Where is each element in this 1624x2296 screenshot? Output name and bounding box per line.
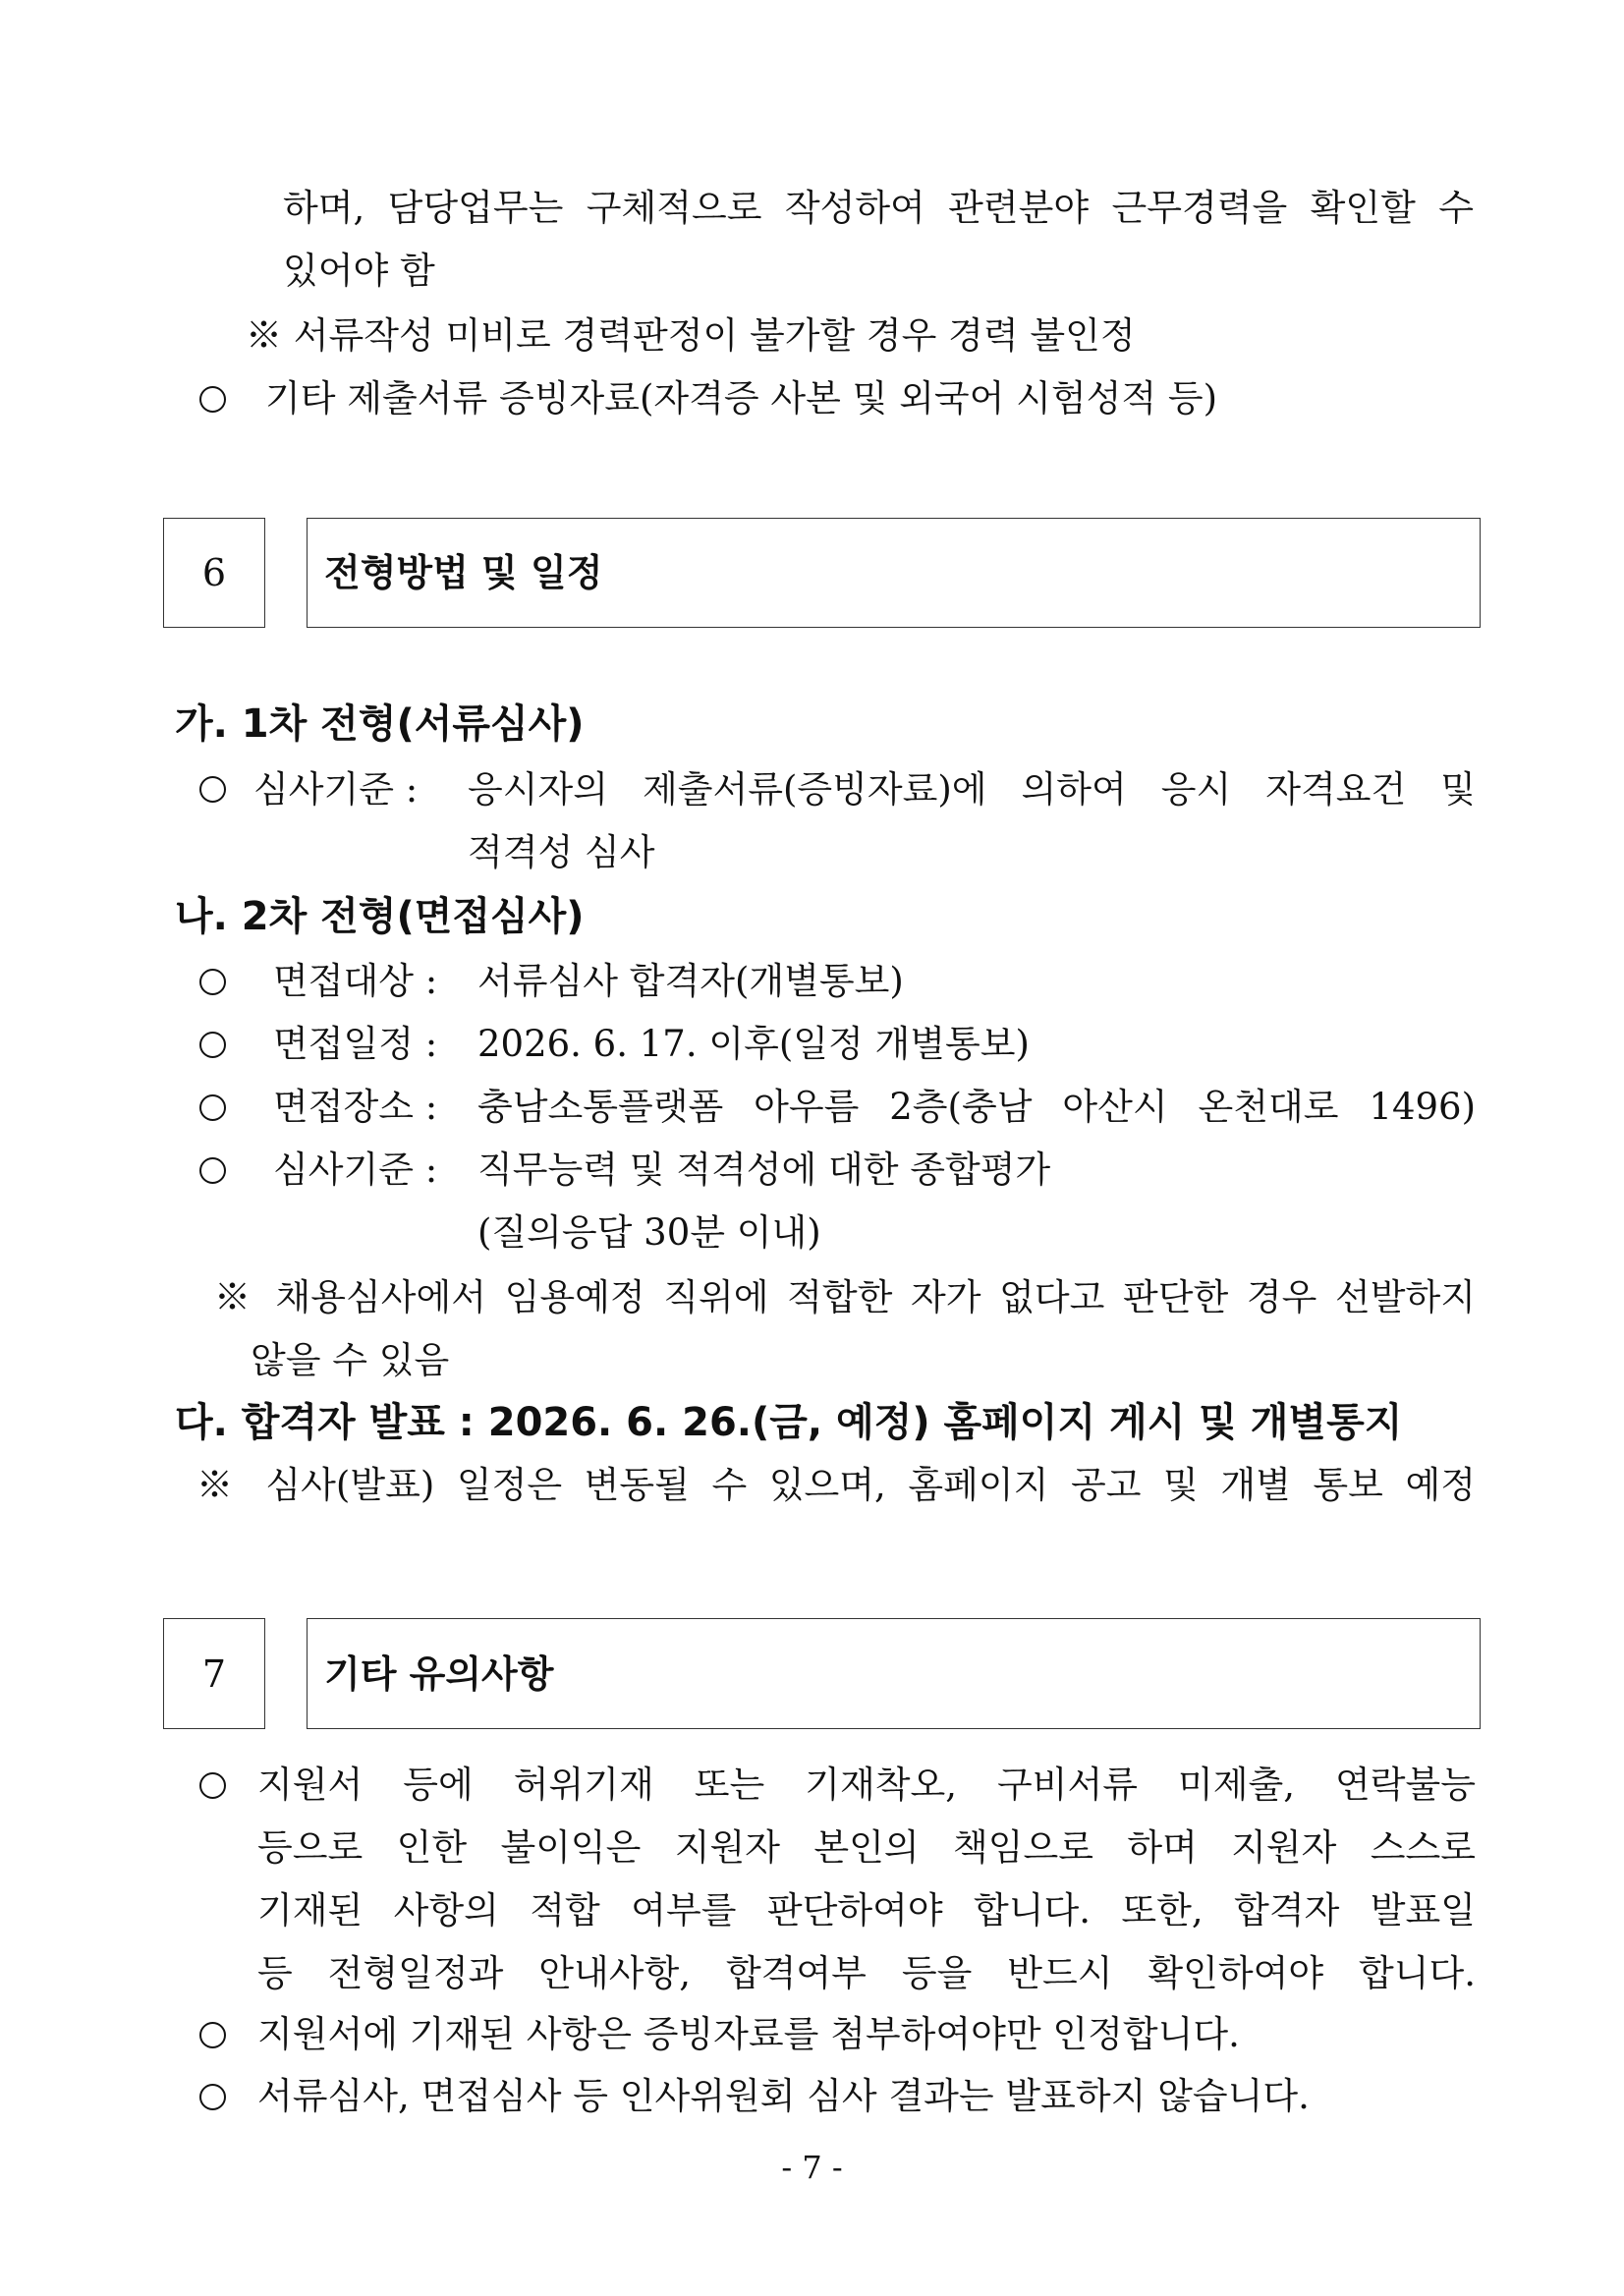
circle-bullet-icon <box>199 1157 226 1184</box>
section-6-title: 전형방법 및 일정 <box>324 551 603 594</box>
section-7-number: 7 <box>201 1652 227 1696</box>
announcement-heading: 다. 합격자 발표 : 2026. 6. 26.(금, 예정) 홈페이지 게시 및 개별통지 <box>175 1400 1403 1445</box>
stage2-note-line-2: 않을 수 있음 <box>251 1339 450 1381</box>
notice-p2: 지원서에 기재된 사항은 증빙자료를 첨부하여야만 인정합니다. <box>257 2013 1240 2055</box>
interview-criteria-cont: (질의응답 30분 이내) <box>477 1211 821 1254</box>
announcement-note: ※ 심사(발표) 일정은 변동될 수 있으며, 홈페이지 공고 및 개별 통보 예정 <box>196 1464 1476 1506</box>
interview-place-text: 충남소통플랫폼 아우름 2층(충남 아산시 온천대로 1496) <box>477 1086 1476 1128</box>
stage1-criteria-cont: 적격성 심사 <box>468 831 655 873</box>
interview-date-label: 면접일정 : <box>273 1023 438 1065</box>
notice-p1-line-1: 지원서 등에 허위기재 또는 기재착오, 구비서류 미제출, 연락불능 <box>257 1764 1476 1806</box>
circle-bullet-icon <box>199 1032 226 1058</box>
stage1-criteria-text: 응시자의 제출서류(증빙자료)에 의하여 응시 자격요건 및 <box>468 768 1476 811</box>
notice-p1-line-4: 등 전형일정과 안내사항, 합격여부 등을 반드시 확인하여야 합니다. <box>257 1952 1476 1994</box>
interview-criteria-label: 심사기준 : <box>273 1148 438 1191</box>
interview-target-label: 면접대상 : <box>273 960 438 1002</box>
notice-p1-line-2: 등으로 인한 불이익은 지원자 본인의 책임으로 하며 지원자 스스로 <box>257 1826 1476 1869</box>
circle-bullet-icon <box>199 776 226 803</box>
stage1-criteria-label: 심사기준 : <box>253 768 419 811</box>
page-number: - 7 - <box>781 2149 843 2186</box>
stage2-heading: 나. 2차 전형(면접심사) <box>175 894 585 939</box>
etc-documents-item: 기타 제출서류 증빙자료(자격증 사본 및 외국어 시험성적 등) <box>265 377 1218 420</box>
interview-place-label: 면접장소 : <box>273 1086 438 1128</box>
stage2-note-line-1: ※ 채용심사에서 임용예정 직위에 적합한 자가 없다고 판단한 경우 선발하지 <box>214 1276 1476 1318</box>
continuation-line-2: 있어야 함 <box>283 250 435 292</box>
stage1-heading: 가. 1차 전형(서류심사) <box>175 701 585 747</box>
section-6-number: 6 <box>201 551 227 594</box>
career-note: ※ 서류작성 미비로 경력판정이 불가할 경우 경력 불인정 <box>246 314 1136 357</box>
circle-bullet-icon <box>199 1772 226 1799</box>
section-7-title: 기타 유의사항 <box>324 1652 554 1696</box>
interview-date-text: 2026. 6. 17. 이후(일정 개별통보) <box>477 1023 1030 1065</box>
notice-p3: 서류심사, 면접심사 등 인사위원회 심사 결과는 발표하지 않습니다. <box>257 2075 1310 2117</box>
notice-p1-line-3: 기재된 사항의 적합 여부를 판단하여야 합니다. 또한, 합격자 발표일 <box>257 1889 1476 1932</box>
interview-criteria-text: 직무능력 및 적격성에 대한 종합평가 <box>477 1148 1051 1191</box>
circle-bullet-icon <box>199 2022 226 2048</box>
circle-bullet-icon <box>199 969 226 995</box>
circle-bullet-icon <box>199 1094 226 1121</box>
circle-bullet-icon <box>199 386 226 413</box>
circle-bullet-icon <box>199 2084 226 2110</box>
interview-target-text: 서류심사 합격자(개별통보) <box>477 960 904 1002</box>
continuation-line-1: 하며, 담당업무는 구체적으로 작성하여 관련분야 근무경력을 확인할 수 <box>283 187 1474 229</box>
